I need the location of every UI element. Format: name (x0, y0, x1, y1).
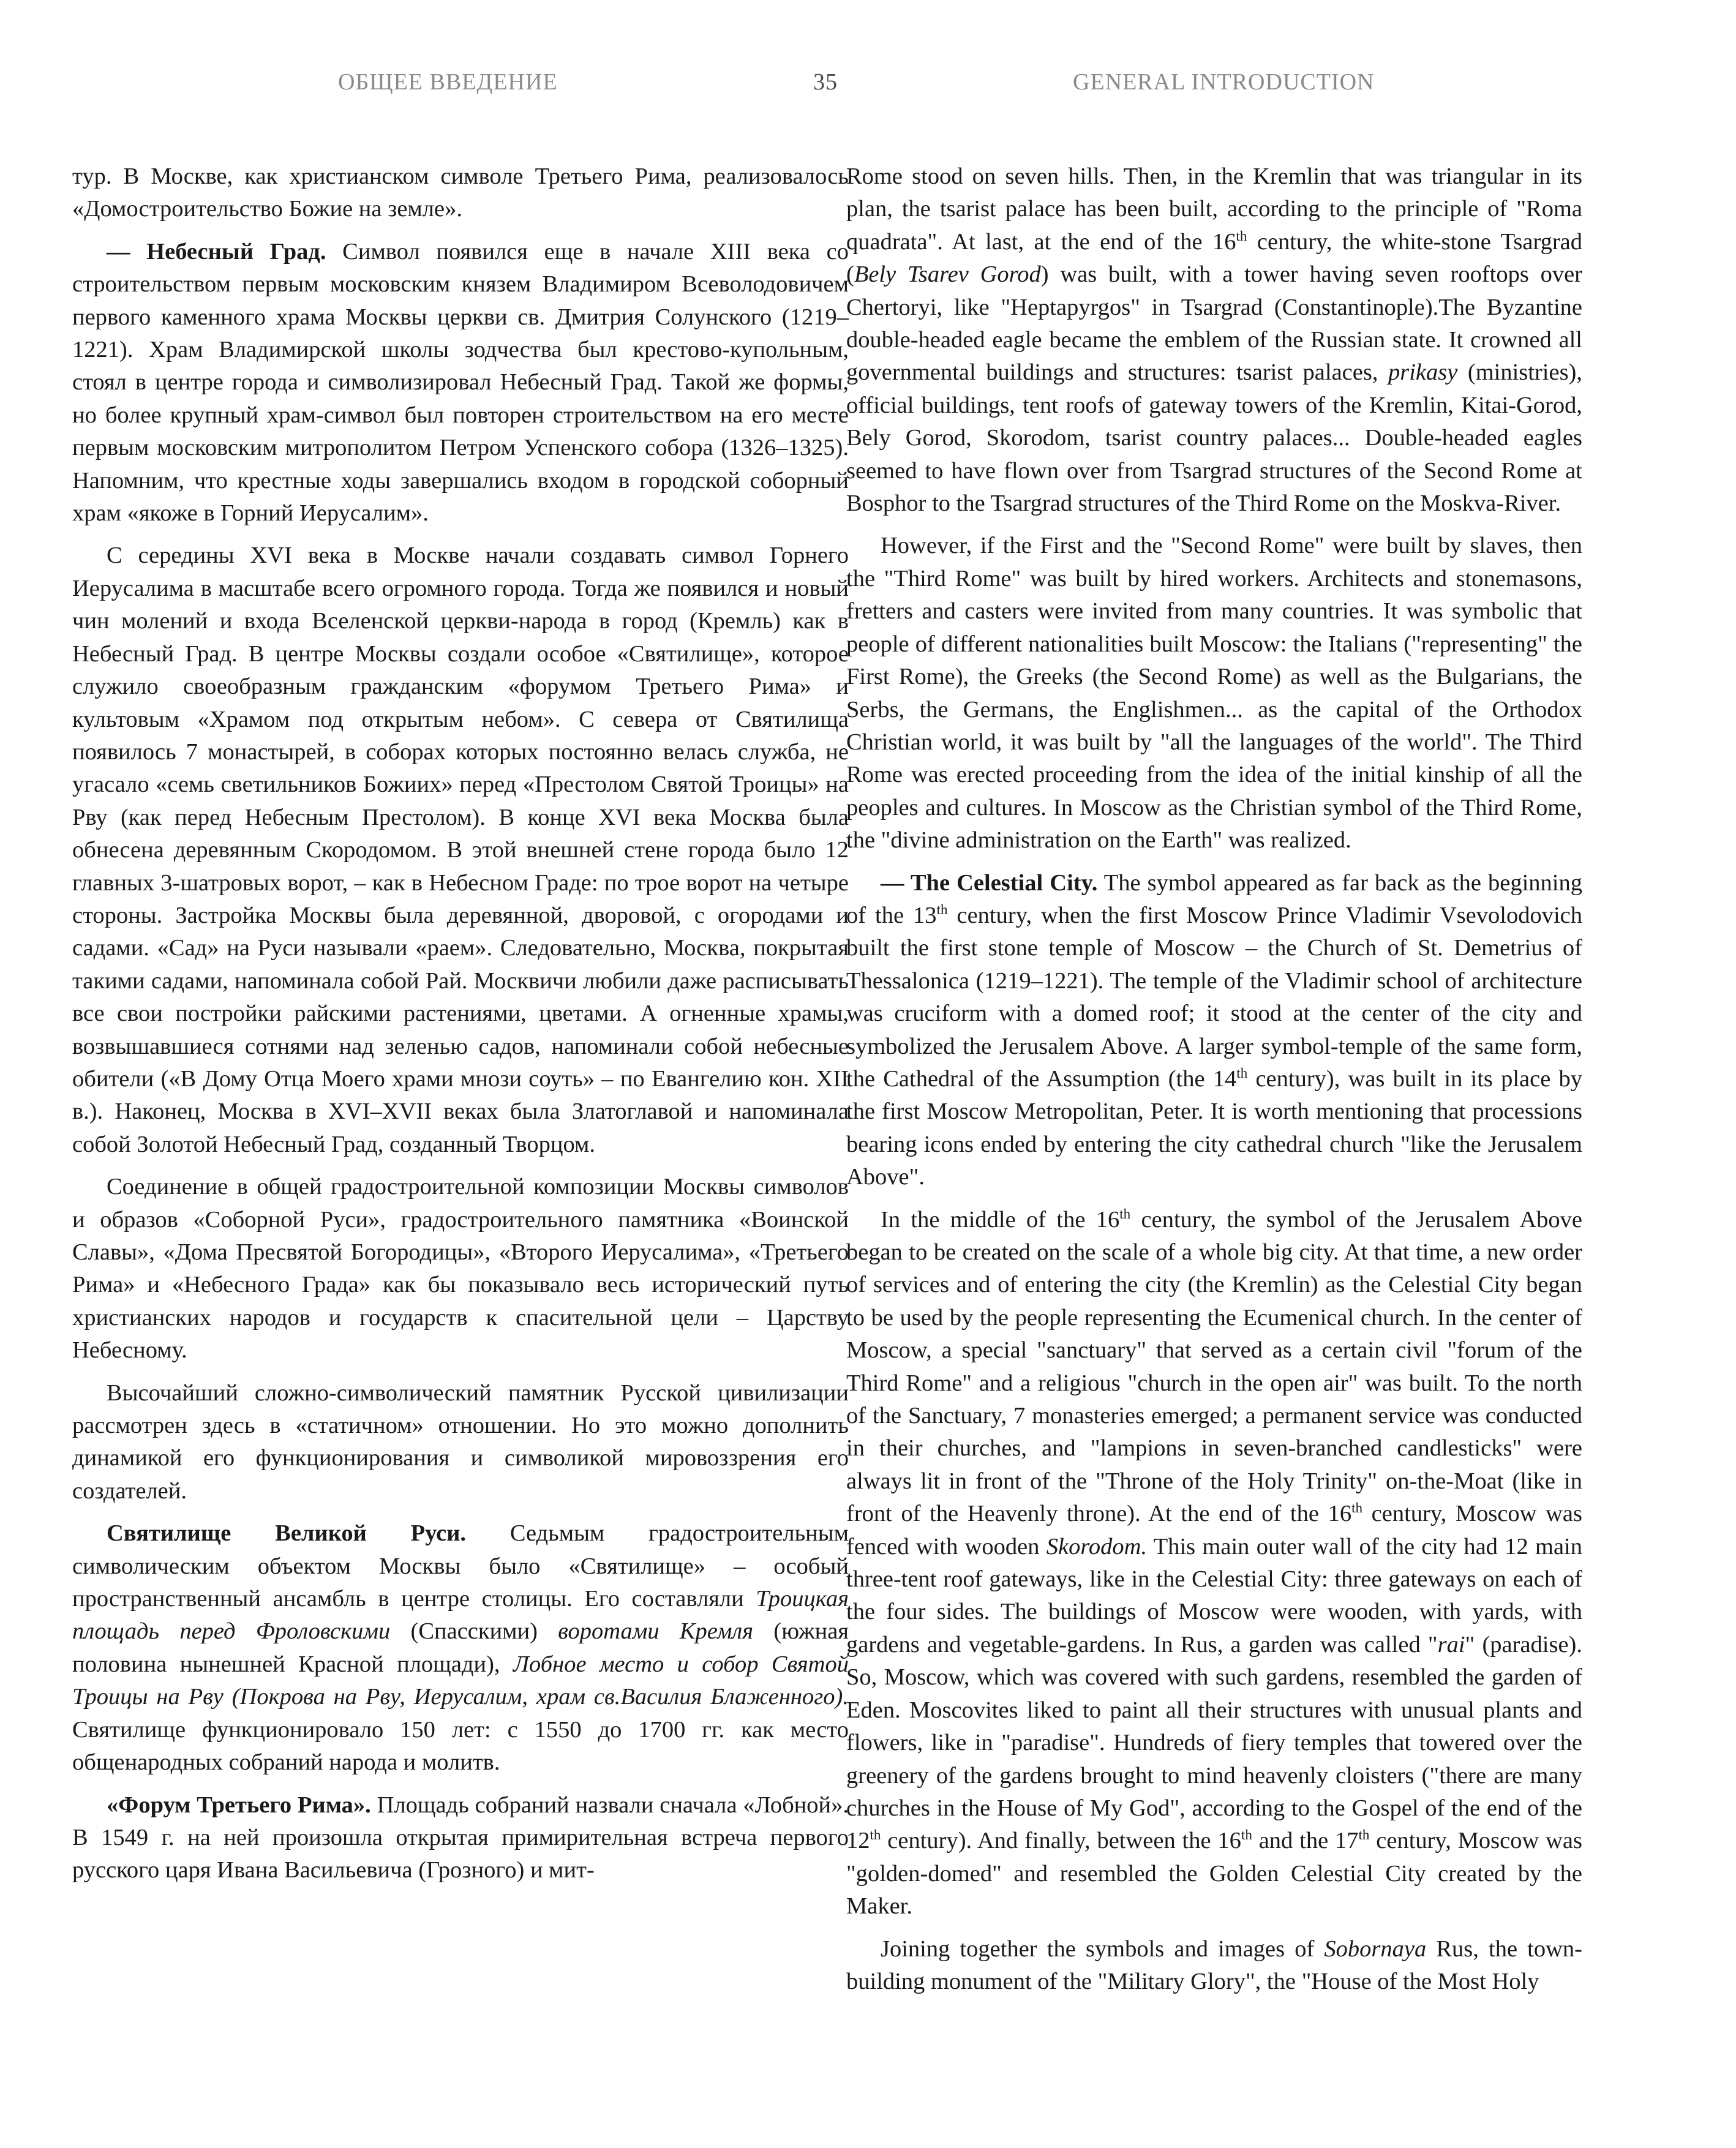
en-p1-superscript: th (1236, 227, 1247, 244)
en-p4-text-c: century, Moscow was fenced with wooden (846, 1501, 1582, 1560)
ru-p2-heading: — Небесный Град. (107, 238, 326, 265)
en-p5-text-a: Joining together the symbols and images of (881, 1936, 1325, 1962)
en-p4-superscript-4: th (1241, 1827, 1252, 1843)
en-p1-text-c: ) was built, with a tower having seven rooftops over Chertoryi, like "Heptapyrgos" in Tsargrad (Constantinople).The Byzantine double-headed eagle became the emblem of the Russian state. It crowned all governmental buildings and structures: tsarist palaces, (846, 261, 1583, 386)
ru-p6-heading: Святилище Великой Руси. (107, 1520, 467, 1547)
ru-p6-text-c: (южная половина нынешней Красной площади), (72, 1618, 849, 1677)
ru-p2-text: Символ появился еще в начале XIII века со строительством первым московским князем Владимиром Всеволодовичем первого каменного храма Москвы церкви св. Дмитрия Солунского (1219–1221). Храм Владимирской школы зодчества был крестово-купольным, стоял в центре города и символизировал Небесный Град. Такой же формы, но более крупный храм-символ был повторен строительством на его месте первым московским митрополитом Петром Успенского собора (1326–1325). Напомним, что крестные ходы завершались входом в городской соборный храм «якоже в Горний Иерусалим». (72, 238, 849, 527)
ru-p5-text: Высочайший сложно-символический памятник Русской цивилизации рассмотрен здесь в «статичном» отношении. Но это можно дополнить динамикой его функционирования и символикой мировоззрения его создателей. (72, 1380, 849, 1504)
en-p4-italic-2: rai (1437, 1631, 1465, 1658)
en-p3-superscript-1: th (936, 901, 948, 918)
ru-p1-text: тур. В Москве, как христианском символе Третьего Рима, реализовалось «Домостроительство Божие на земле». (72, 163, 849, 222)
ru-paragraph-6 (72, 1517, 849, 1779)
ru-paragraph-2 (72, 236, 849, 530)
en-p4-italic-1: Skorodom. (1046, 1533, 1148, 1560)
ru-paragraph-4 (72, 1171, 849, 1367)
en-p3-heading: — The Celestial City. (881, 869, 1098, 896)
en-p4-superscript-3: th (870, 1827, 881, 1843)
english-column (846, 160, 1582, 2008)
ru-p6-italic-3: Лобное место и собор Святой Троицы на Рву (Покрова на Рву, Иерусалим, храм св.Василия Блаженного). (72, 1651, 849, 1710)
en-p3-superscript-2: th (1236, 1065, 1248, 1081)
en-p5-italic-1: Sobornaya (1324, 1936, 1427, 1962)
en-p1-text-a: Rome stood on seven hills. Then, in the Kremlin that was triangular in its plan, the tsarist palace has been built, according to the principle of "Roma quadrata". At last, at the end of the 16 (846, 163, 1582, 255)
running-head-right: GENERAL INTRODUCTION (1073, 69, 1375, 95)
en-p4-text-b: century, the symbol of the Jerusalem Above began to be created on the scale of a whole big city. At that time, a new order of services and of entering the city (the Kremlin) as the Celestial City began to be used by the people representing the Ecumenical church. In the center of Moscow, a special "sanctuary" that served as a certain civil "forum of the Third Rome" and a religious "church in the open air" was built. To the north of the Sanctuary, 7 monasteries emerged; a permanent service was conducted in their churches, and "lampions in seven-branched candlesticks" were always lit in front of the "Throne of the Holy Trinity" on-the-Moat (like in front of the Heavenly throne). At the end of the 16 (846, 1206, 1583, 1527)
en-p4-superscript-5: th (1358, 1827, 1370, 1843)
ru-paragraph-5 (72, 1377, 849, 1508)
en-p4-text-h: century, Moscow was "golden-domed" and resembled the Golden Celestial City created by the Maker. (846, 1828, 1582, 1920)
ru-p6-text-a: Седьмым градостроительным символическим объектом Москвы было «Святилище» – особый пространственный ансамбль в центре столицы. Его составляли (72, 1520, 849, 1612)
en-p3-text-c: century), was built in its place by the first Moscow Metropolitan, Peter. It is worth mentioning that processions bearing icons ended by entering the city cathedral church "like the Jerusalem Above". (846, 1065, 1582, 1190)
en-p3-text-b: century, when the first Moscow Prince Vladimir Vsevolodovich built the first stone temple of Moscow – the Church of St. Demetrius of Thessalonica (1219–1221). The temple of the Vladimir school of architecture was cruciform with a domed roof; it stood at the center of the city and symbolized the Jerusalem Above. A larger symbol-temple of the same form, the Cathedral of the Assumption (the 14 (846, 902, 1583, 1092)
en-p4-text-f: century). And finally, between the 16 (881, 1828, 1241, 1854)
ru-p6-italic-2: воротами Кремля (558, 1618, 754, 1645)
en-p4-superscript-1: th (1119, 1205, 1131, 1222)
ru-p6-text-d: Святилище функционировало 150 лет: с 1550 до 1700 гг. как место общенародных собраний народа и молитв. (72, 1716, 849, 1776)
en-p4-text-e: " (paradise). So, Moscow, which was covered with such gardens, resembled the garden of Eden. Moscovites liked to paint all their structures with unusual plants and flowers, like in "paradise". Hundreds of fiery temples that towered over the greenery of the gardens brought to mind heavenly cloisters ("there are many churches in the House of My God", according to the Gospel of the end of the 12 (846, 1631, 1582, 1854)
en-p4-superscript-2: th (1351, 1500, 1363, 1516)
ru-p7-heading: «Форум Третьего Рима». (107, 1792, 371, 1818)
ru-p3-text: С середины XVI века в Москве начали создавать символ Горнего Иерусалима в масштабе всего огромного города. Тогда же появился и новый чин молений и входа Вселенской церкви-народа в город (Кремль) как в Небесный Град. В центре Москвы создали особое «Святилище», которое служило своеобразным гражданским «форумом Третьего Рима» и культовым «Храмом под открытым небом». С севера от Святилища появилось 7 монастырей, в соборах которых постоянно велась служба, не угасало «семь светильников Божиих» перед «Престолом Святой Троицы» на Рву (как перед Небесным Престолом). В конце XVI века Москва была обнесена деревянным Скородомом. В этой внешней стене города было 12 главных 3-шатровых ворот, – как в Небесном Граде: по трое ворот на четыре стороны. Застройка Москвы была деревянной, дворовой, с огородами и садами. «Сад» на Руси называли «раем». Следовательно, Москва, покрытая такими садами, напоминала собой Рай. Москвичи любили даже расписывать все свои постройки райскими растениями, цветами. А огненные храмы, возвышавшиеся сотнями над зеленью садов, напоминали собой небесные обители («В Дому Отца Моего храми мнози соуть» – по Евангелию кон. XII в.). Наконец, Москва в XVI–XVII веках была Златоглавой и напоминала собой Золотой Небесный Град, созданный Творцом. (72, 543, 849, 1157)
en-paragraph-1 (846, 160, 1582, 520)
en-p3-text-a: The symbol appeared as far back as the beginning of the 13 (846, 869, 1582, 928)
running-head-left: ОБЩЕЕ ВВЕДЕНИЕ (338, 69, 558, 95)
en-paragraph-3 (846, 867, 1582, 1194)
en-p5-text-b: Rus, the town-building monument of the "Military Glory", the "House of the Most Holy (846, 1936, 1582, 1994)
page-number: 35 (813, 69, 838, 95)
en-paragraph-5 (846, 1933, 1582, 1999)
ru-paragraph-7 (72, 1789, 849, 1887)
en-p4-text-d: This main outer wall of the city had 12 main three-tent roof gateways, like in the Celestial City: three gateways on each of the four sides. The buildings of Moscow were wooden, with yards, with gardens and vegetable-gardens. In Rus, a garden was called " (846, 1533, 1582, 1658)
ru-p6-text-b: (Спасскими) (390, 1618, 558, 1645)
en-paragraph-4 (846, 1204, 1582, 1923)
ru-paragraph-1 (72, 160, 849, 226)
en-p1-text-d: (ministries), official buildings, tent roofs of gateway towers of the Kremlin, Kitai-Gorod, Bely Gorod, Skorodom, tsarist country palaces... Double-headed eagles seemed to have flown over from Tsargrad structures of the Second Rome at Bosphor to the Tsargrad structures of the Third Rome on the Moskva-River. (846, 359, 1582, 517)
en-p4-text-a: In the middle of the 16 (881, 1206, 1120, 1233)
ru-paragraph-3 (72, 539, 849, 1161)
en-paragraph-2 (846, 530, 1582, 857)
ru-p6-italic-1: Троицкая площадь перед Фроловскими (72, 1586, 849, 1645)
en-p1-italic-2: prikasy (1388, 359, 1458, 386)
russian-column (72, 160, 849, 1897)
en-p1-italic-1: Bely Tsarev Gorod (854, 261, 1041, 288)
ru-p7-text: Площадь собраний назвали сначала «Лобной». В 1549 г. на ней произошла открытая примирительная встреча первого русского царя Ивана Васильевича (Грозного) и мит- (72, 1792, 849, 1883)
ru-p4-text: Соединение в общей градостроительной композиции Москвы символов и образов «Соборной Руси», градостроительного памятника «Воинской Славы», «Дома Пресвятой Богородицы», «Второго Иерусалима», «Третьего Рима» и «Небесного Града» как бы показывало весь исторический путь христианских народов и государств к спасительной цели – Царству Небесному. (72, 1174, 849, 1364)
en-p4-text-g: and the 17 (1252, 1828, 1359, 1854)
en-p2-text: However, if the First and the "Second Rome" were built by slaves, then the "Third Rome" was built by hired workers. Architects and stonemasons, fretters and casters were invited from many countries. It was symbolic that people of different nationalities built Moscow: the Italians ("representing" the First Rome), the Greeks (the Second Rome) as well as the Bulgarians, the Serbs, the Germans, the Englishmen... as the capital of the Orthodox Christian world, it was built by "all the languages of the world". The Third Rome was erected proceeding from the idea of the initial kinship of all the peoples and cultures. In Moscow as the Christian symbol of the Third Rome, the "divine administration on the Earth" was realized. (846, 533, 1582, 854)
en-p1-text-b: century, the white-stone Tsargrad ( (846, 228, 1583, 288)
